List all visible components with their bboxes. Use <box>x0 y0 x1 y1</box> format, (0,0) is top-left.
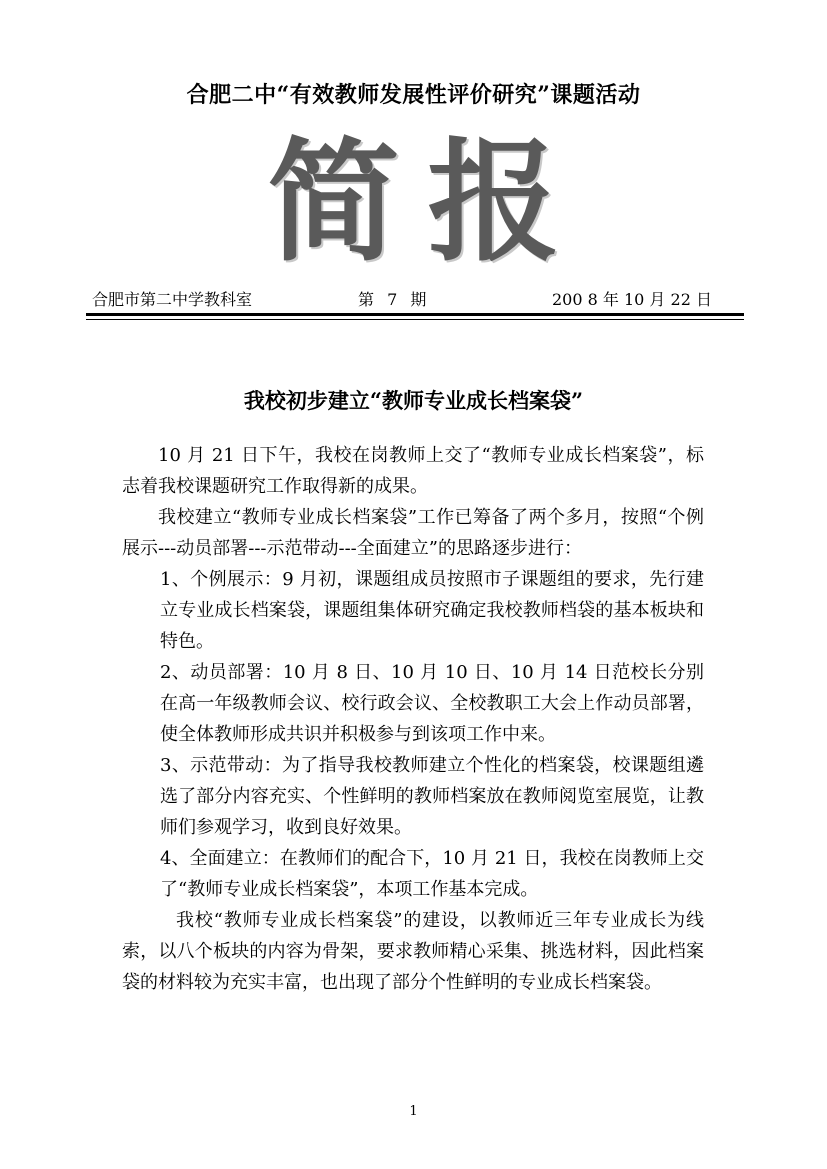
list-item-3: 3、示范带动：为了指导我校教师建立个性化的档案袋，校课题组遴选了部分内容充实、个性鲜明的教师档案放在教师阅览室展览，让教师们参观学习，收到良好效果。 <box>160 755 704 838</box>
page-number: 1 <box>409 1104 418 1119</box>
masthead <box>0 125 827 283</box>
masthead-char-bao: 报 <box>427 125 560 280</box>
masthead-char-jian: 简 <box>267 125 400 280</box>
issue-info-line <box>92 287 742 309</box>
paragraph-2: 我校建立“教师专业成长档案袋”工作已筹备了两个多月，按照“个例展示---动员部署---示范带动---全面建立”的思路逐步进行： <box>122 507 704 559</box>
issue-department: 合肥市第二中学教科室 <box>92 290 253 309</box>
header-rule-thick <box>86 313 744 316</box>
issue-number: 第 7 期 <box>358 290 431 309</box>
list-item-2: 2、动员部署：10 月 8 日、10 月 10 日、10 月 14 日范校长分别在高一年级教师会议、校行政会议、全校教职工大会上作动员部署，使全体教师形成共识并积极参与到该项工作中来。 <box>160 662 704 745</box>
article-title: 我校初步建立“教师专业成长档案袋” <box>243 388 584 413</box>
list-item-1: 1、个例展示：9 月初，课题组成员按照市子课题组的要求，先行建立专业成长档案袋，课题组集体研究确定我校教师档袋的基本板块和特色。 <box>160 569 704 652</box>
header-rule-thin <box>86 319 744 320</box>
paragraph-3: 我校“教师专业成长档案袋”的建设，以教师近三年专业成长为线索，以八个板块的内容为骨架，要求教师精心采集、挑选材料，因此档案袋的材料较为充实丰富，也出现了部分个性鲜明的专业成长档案袋。 <box>122 910 704 993</box>
list-item-4: 4、全面建立：在教师们的配合下，10 月 21 日，我校在岗教师上交了“教师专业成长档案袋”，本项工作基本完成。 <box>160 848 704 900</box>
bulletin-header-title: 合肥二中“有效教师发展性评价研究”课题活动 <box>186 82 641 108</box>
issue-date: 200 8 年 10 月 22 日 <box>552 290 712 309</box>
article-body <box>122 440 704 998</box>
paragraph-1: 10 月 21 日下午，我校在岗教师上交了“教师专业成长档案袋”，标志着我校课题研究工作取得新的成果。 <box>122 445 704 497</box>
